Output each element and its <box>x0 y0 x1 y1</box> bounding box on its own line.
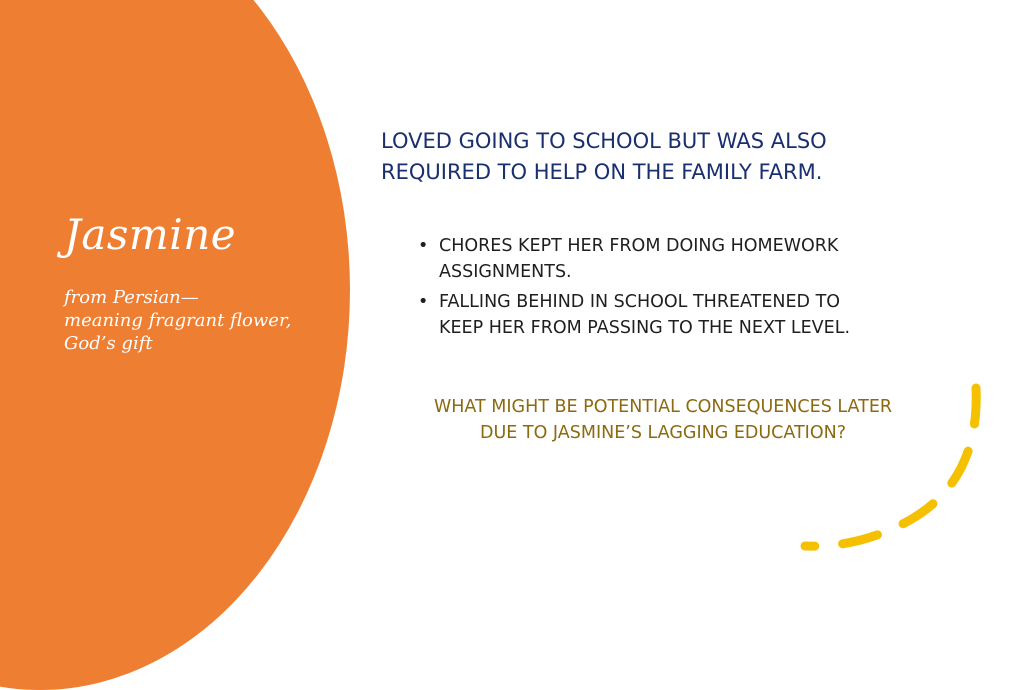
slide-heading <box>381 126 941 188</box>
bullet-line: ASSIGNMENTS. <box>439 262 572 282</box>
heading-line: REQUIRED TO HELP ON THE FAMILY FARM. <box>381 160 823 184</box>
name-title: Jasmine <box>64 210 237 259</box>
name-meaning <box>64 286 334 355</box>
bullet-dot-icon: • <box>418 236 429 256</box>
bullet-item <box>416 233 936 285</box>
heading-line: LOVED GOING TO SCHOOL BUT WAS ALSO <box>381 129 827 153</box>
dashed-arc-decoration-icon <box>780 370 1000 570</box>
bullet-list <box>416 233 936 345</box>
bullet-line: FALLING BEHIND IN SCHOOL THREATENED TO <box>439 292 841 312</box>
name-meaning-line: God’s gift <box>64 333 153 354</box>
name-meaning-line: from Persian— <box>64 287 199 308</box>
bullet-dot-icon: • <box>418 292 429 312</box>
question-line: WHAT MIGHT BE POTENTIAL CONSEQUENCES LATER <box>433 397 893 417</box>
bullet-line: CHORES KEPT HER FROM DOING HOMEWORK <box>439 236 839 256</box>
bullet-line: KEEP HER FROM PASSING TO THE NEXT LEVEL. <box>439 318 851 338</box>
name-meaning-line: meaning fragrant flower, <box>64 310 292 331</box>
question-line: DUE TO JASMINE’S LAGGING EDUCATION? <box>480 423 846 443</box>
bullet-item <box>416 289 936 341</box>
